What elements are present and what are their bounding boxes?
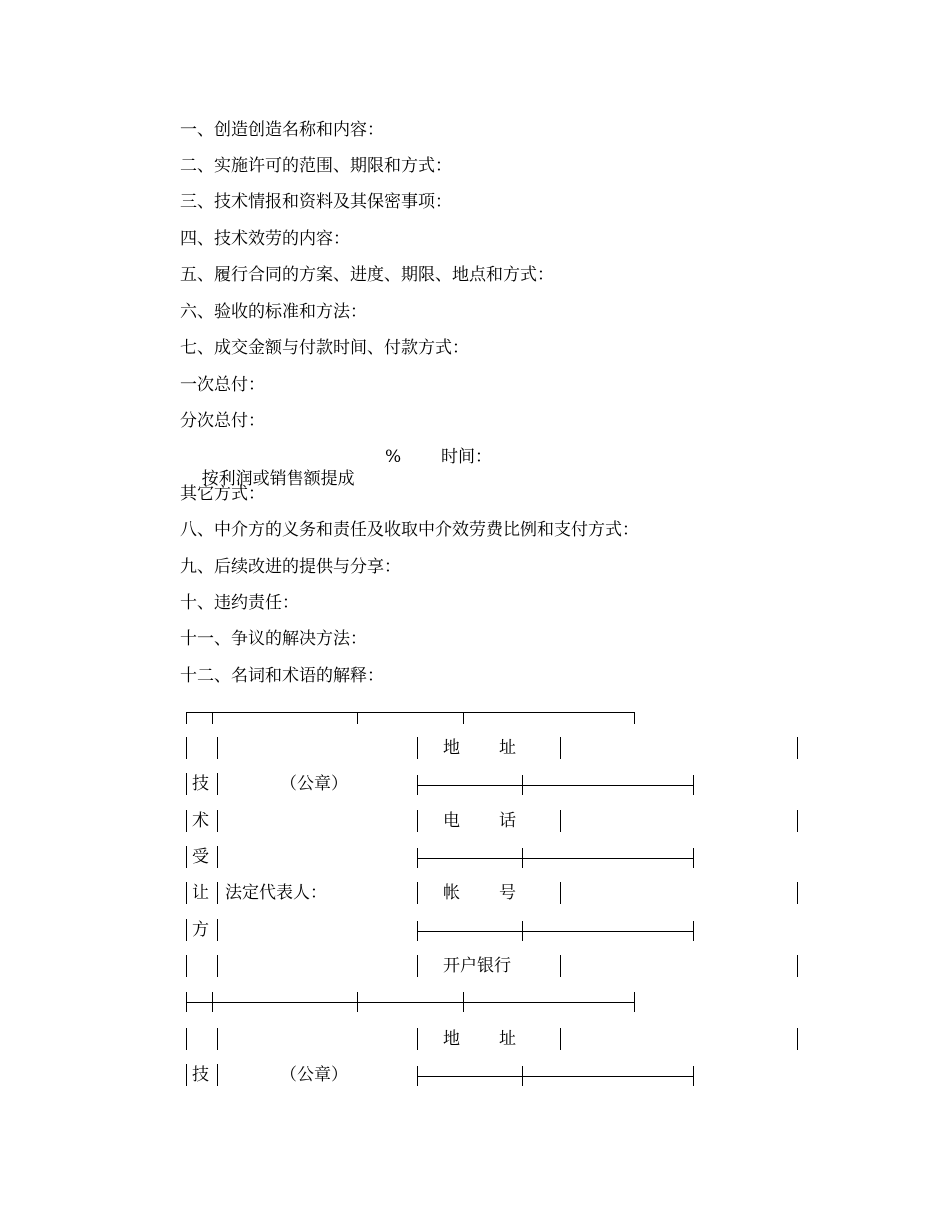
phone-label-char-1: 电 [443, 811, 460, 831]
clause-4: 四、技术效劳的内容： [180, 229, 350, 249]
clause-6: 六、验收的标准和方法： [180, 302, 367, 322]
clause-7: 七、成交金额与付款时间、付款方式： [180, 338, 469, 358]
payment-commission [180, 446, 355, 489]
legal-rep-label: 法定代表人： [225, 883, 327, 903]
seal-label: （公章） [280, 774, 348, 794]
account-label-char-1: 帐 [443, 883, 460, 903]
commission-label: 按利润或销售额提成 [201, 469, 355, 489]
payment-lump-sum: 一次总付： [180, 375, 265, 395]
clause-10: 十、违约责任： [180, 593, 299, 613]
clause-11: 十一、争议的解决方法： [180, 629, 367, 649]
party-char-3: 受 [192, 847, 209, 867]
clause-5: 五、履行合同的方案、进度、期限、地点和方式： [180, 265, 554, 285]
clause-3: 三、技术情报和资料及其保密事项： [180, 192, 452, 212]
clause-1: 一、创造创造名称和内容： [180, 120, 384, 140]
party-char-1: 技 [192, 774, 209, 794]
time-label: 时间： [441, 447, 492, 467]
seal-label: （公章） [280, 1065, 348, 1085]
address-label-char-2: 址 [499, 738, 516, 758]
address-label-char-1: 地 [443, 738, 460, 758]
clause-12: 十二、名词和术语的解释： [180, 666, 384, 686]
address-label-char-2: 址 [499, 1029, 516, 1049]
phone-label-char-2: 话 [499, 811, 516, 831]
table-separator [186, 1002, 635, 1003]
clause-8: 八、中介方的义务和责任及收取中介效劳费比例和支付方式： [180, 520, 639, 540]
payment-installment: 分次总付： [180, 411, 265, 431]
party-char-2: 术 [192, 811, 209, 831]
clause-9: 九、后续改进的提供与分享： [180, 557, 401, 577]
bank-label: 开户银行 [443, 956, 511, 976]
clause-2: 二、实施许可的范围、期限和方式： [180, 156, 452, 176]
percent-sign: % [385, 447, 402, 467]
address-label-char-1: 地 [443, 1029, 460, 1049]
party-char-4: 让 [192, 883, 209, 903]
party-char-5: 方 [192, 920, 209, 940]
account-label-char-2: 号 [499, 883, 516, 903]
party-char-1: 技 [192, 1065, 209, 1085]
payment-other: 其它方式： [180, 484, 265, 504]
table-top-border [186, 712, 635, 713]
